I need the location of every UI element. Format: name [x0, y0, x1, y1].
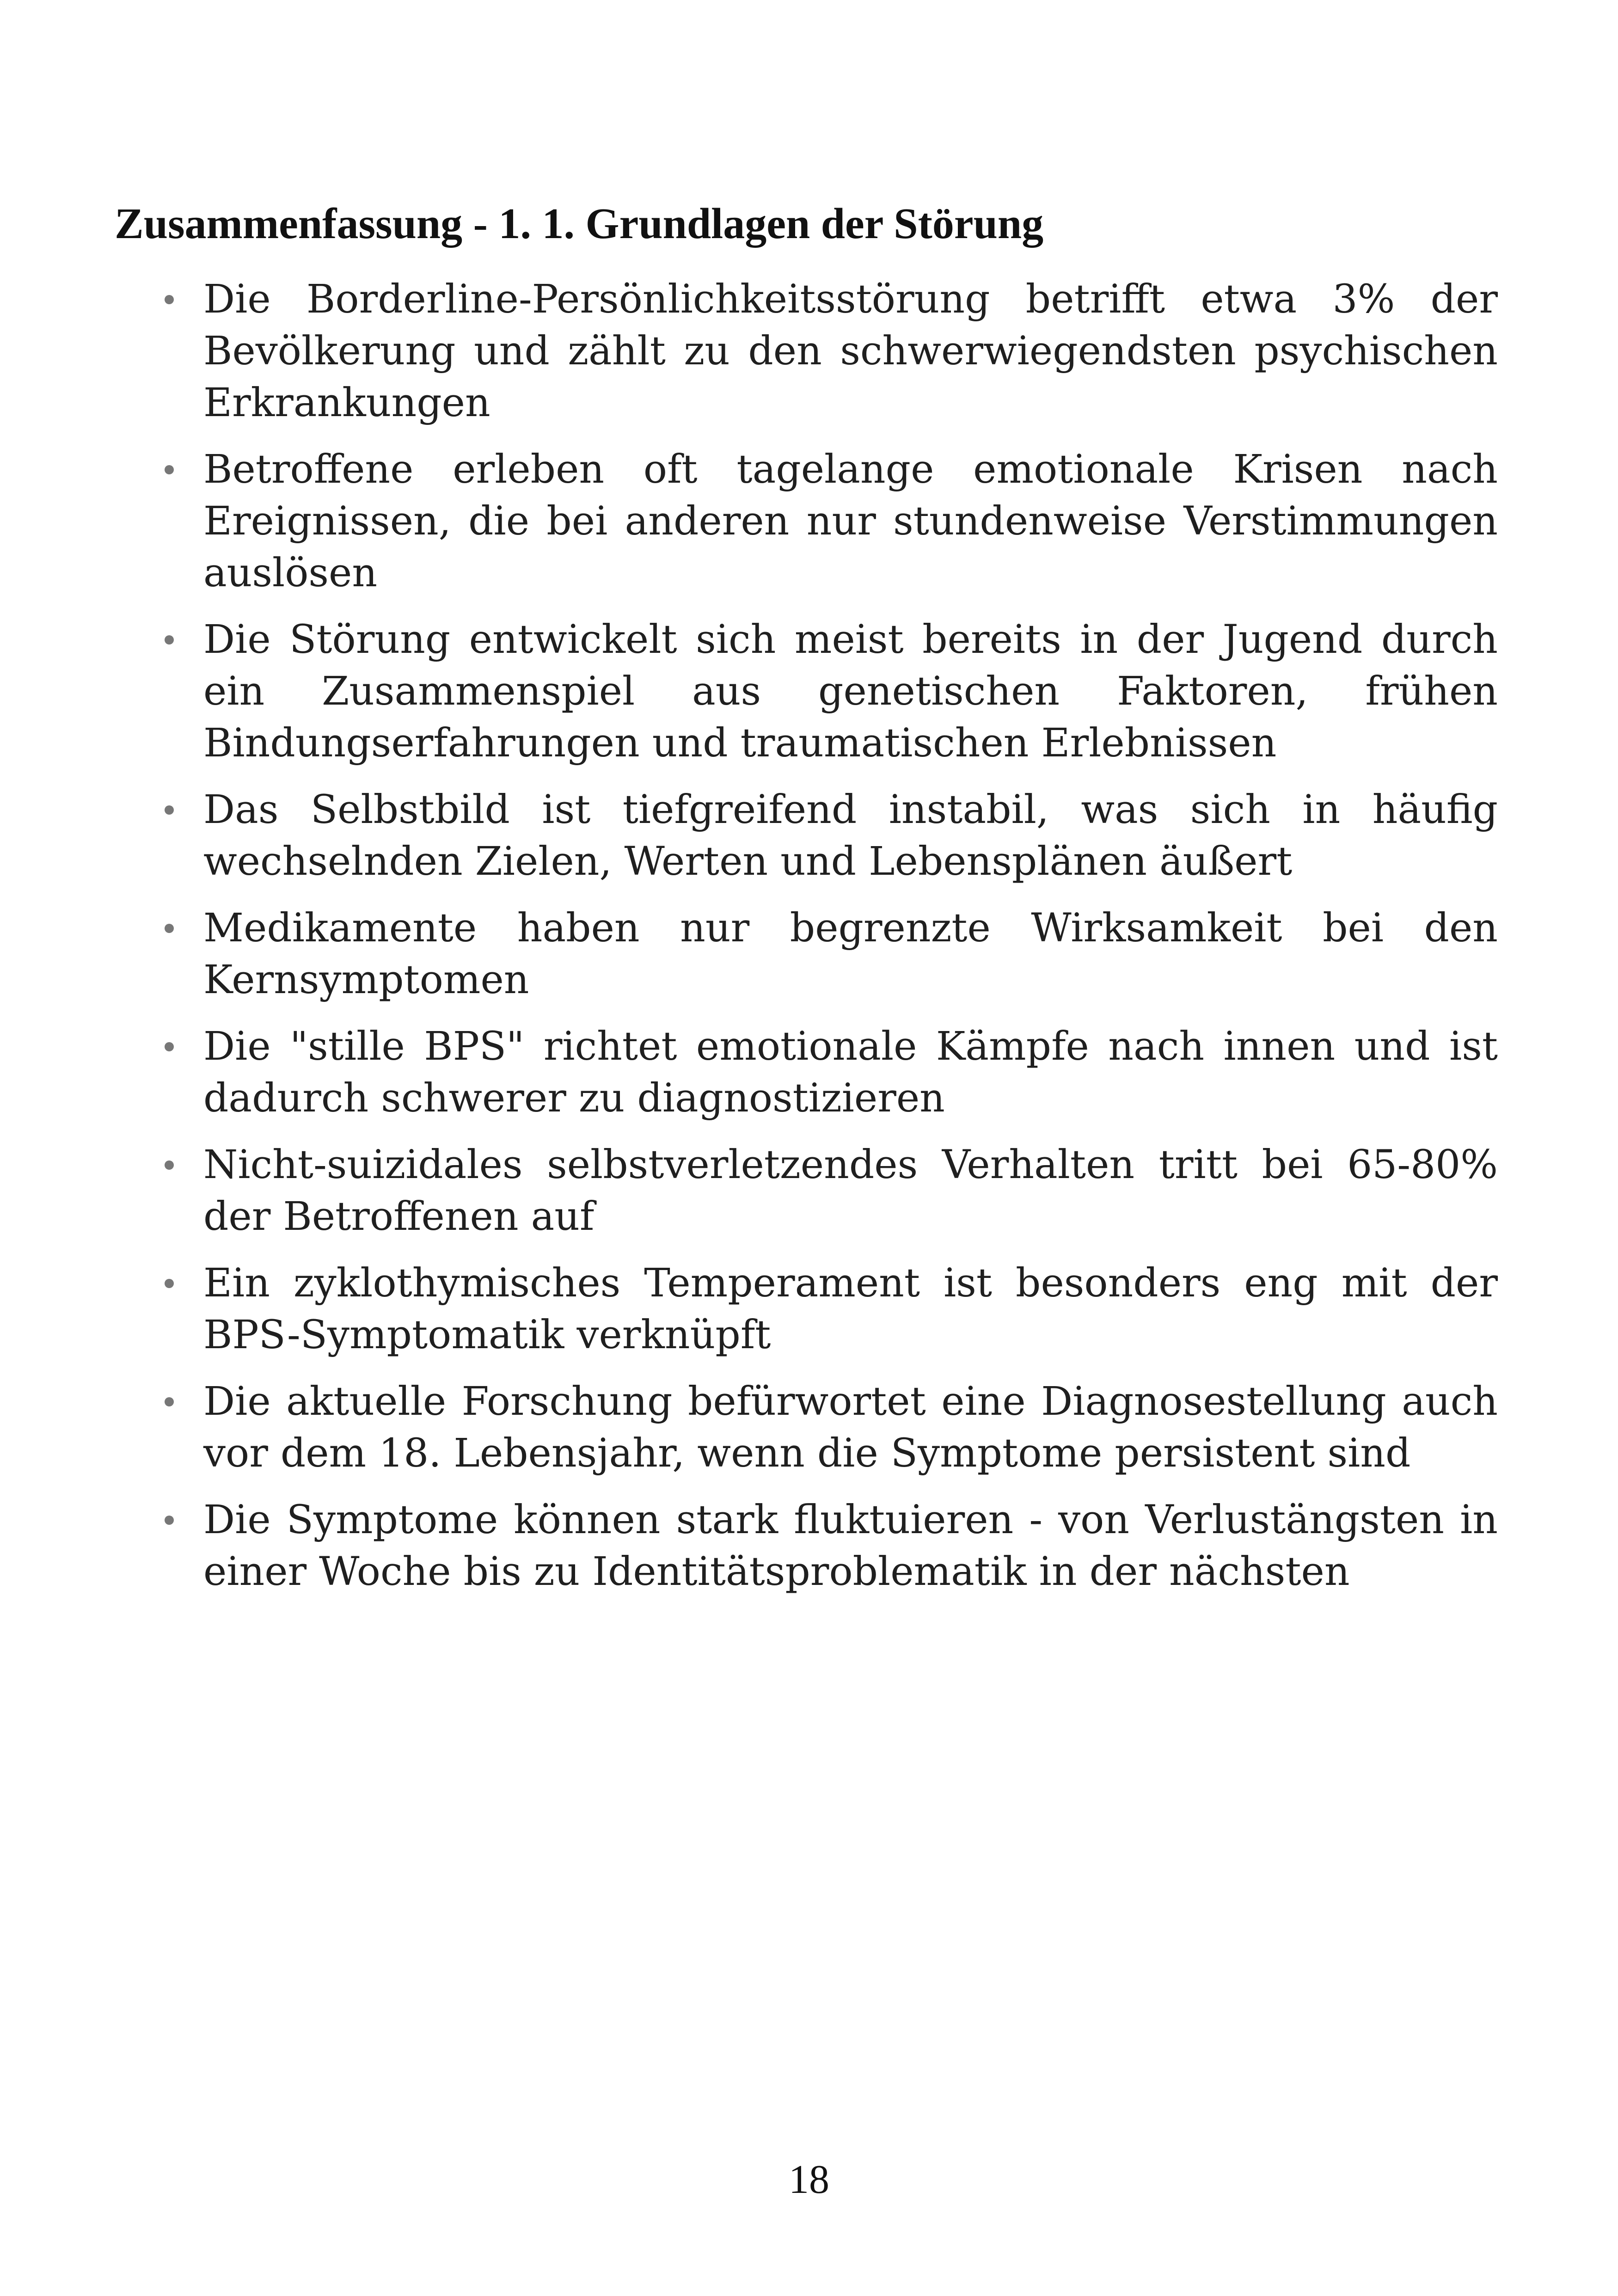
- bullet-item: [157, 902, 1498, 1006]
- bullet-item: [157, 1139, 1498, 1243]
- bullet-item: [157, 1021, 1498, 1124]
- bullet-item: [157, 1258, 1498, 1361]
- bullet-text: Die Störung entwickelt sich meist bereits in der Jugend durch ein Zusammenspiel aus genetischen Faktoren, frühen Bindungserfahrungen und traumatischen Erlebnissen: [203, 617, 1498, 766]
- bullet-dot-icon: [165, 924, 174, 933]
- page-number: 18: [789, 2157, 829, 2202]
- bullet-dot-icon: [165, 805, 174, 815]
- bullet-dot-icon: [165, 1516, 174, 1525]
- bullet-item: [157, 444, 1498, 599]
- bullet-text: Nicht-suizidales selbstverletzendes Verhalten tritt bei 65-80% der Betroffenen auf: [203, 1142, 1498, 1240]
- bullet-dot-icon: [165, 1279, 174, 1288]
- bullet-text: Das Selbstbild ist tiefgreifend instabil, was sich in häufig wechselnden Zielen, Werten und Lebensplänen äußert: [203, 787, 1498, 884]
- bullet-item: [157, 1376, 1498, 1480]
- bullet-dot-icon: [165, 1397, 174, 1406]
- bullet-dot-icon: [165, 295, 174, 304]
- summary-bullet-list: [157, 274, 1498, 1613]
- section-heading: Zusammenfassung - 1. 1. Grundlagen der Störung: [115, 200, 1044, 248]
- bullet-dot-icon: [165, 1042, 174, 1051]
- bullet-dot-icon: [165, 465, 174, 474]
- bullet-text: Betroffene erleben oft tagelange emotionale Krisen nach Ereignissen, die bei anderen nur stundenweise Verstimmungen auslösen: [203, 447, 1498, 596]
- bullet-text: Ein zyklothymisches Temperament ist besonders eng mit der BPS-Symptomatik verknüpft: [203, 1260, 1498, 1358]
- bullet-dot-icon: [165, 1160, 174, 1170]
- bullet-text: Medikamente haben nur begrenzte Wirksamkeit bei den Kernsymptomen: [203, 905, 1498, 1003]
- bullet-text: Die aktuelle Forschung befürwortet eine Diagnosestellung auch vor dem 18. Lebensjahr, wenn die Symptome persistent sind: [203, 1379, 1498, 1476]
- bullet-item: [157, 614, 1498, 769]
- bullet-dot-icon: [165, 635, 174, 645]
- bullet-item: [157, 274, 1498, 429]
- bullet-item: [157, 784, 1498, 888]
- bullet-text: Die Borderline-Persönlichkeitsstörung betrifft etwa 3% der Bevölkerung und zählt zu den schwerwiegendsten psychischen Erkrankungen: [203, 276, 1498, 426]
- bullet-item: [157, 1494, 1498, 1598]
- bullet-text: Die "stille BPS" richtet emotionale Kämpfe nach innen und ist dadurch schwerer zu diagnostizieren: [203, 1024, 1498, 1121]
- bullet-text: Die Symptome können stark fluktuieren - von Verlustängsten in einer Woche bis zu Identitätsproblematik in der nächsten: [203, 1497, 1498, 1595]
